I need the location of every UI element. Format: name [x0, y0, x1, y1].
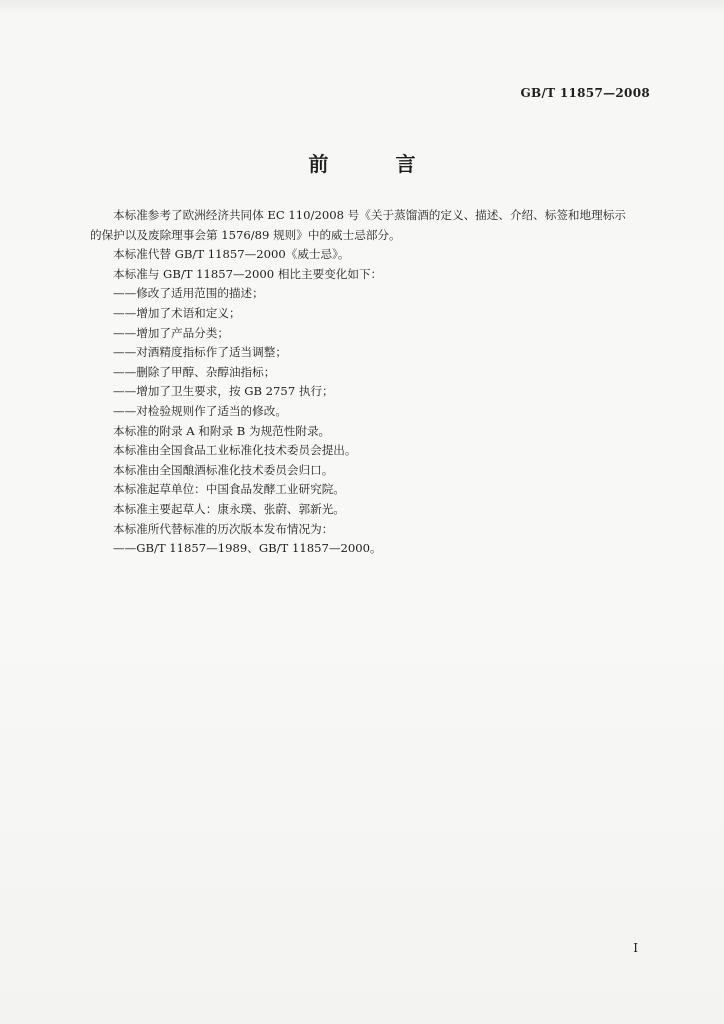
- list-item: ——对酒精度指标作了适当调整；: [113, 345, 287, 360]
- list-item: ——修改了适用范围的描述；: [113, 286, 264, 301]
- list-item: ——GB/T 11857—1989、GB/T 11857—2000。: [113, 541, 382, 556]
- paragraph: 本标准所代替标准的历次版本发布情况为：: [113, 521, 334, 536]
- list-item: ——删除了甲醇、杂醇油指标；: [113, 364, 276, 379]
- paragraph: 本标准参考了欧洲经济共同体 EC 110/2008 号《关于蒸馏酒的定义、描述、介绍、标签和地理标示: [113, 208, 626, 222]
- list-item: ——增加了产品分类；: [113, 325, 229, 340]
- list-item: ——对检验规则作了适当的修改。: [113, 403, 287, 418]
- paragraph: 本标准由全国食品工业标准化技术委员会提出。: [113, 443, 357, 458]
- page-title: 前 言: [308, 152, 446, 176]
- paragraph: 本标准的附录 A 和附录 B 为规范性附录。: [113, 423, 331, 438]
- paragraph: 本标准主要起草人：康永璞、张蔚、郭新光。: [113, 501, 345, 516]
- foreword-body: [90, 206, 664, 559]
- paragraph: 本标准起草单位：中国食品发酵工业研究院。: [113, 482, 345, 497]
- paragraph: 本标准由全国酿酒标准化技术委员会归口。: [113, 462, 334, 477]
- standard-code: GB/T 11857—2008: [520, 86, 650, 100]
- list-item: ——增加了术语和定义；: [113, 305, 241, 320]
- paragraph: 本标准代替 GB/T 11857—2000《威士忌》。: [113, 247, 350, 262]
- paragraph: 的保护以及废除理事会第 1576/89 规则》中的威士忌部分。: [90, 227, 401, 242]
- page-number: I: [633, 941, 638, 955]
- paragraph: 本标准与 GB/T 11857—2000 相比主要变化如下：: [113, 266, 383, 281]
- list-item: ——增加了卫生要求，按 GB 2757 执行；: [113, 384, 334, 399]
